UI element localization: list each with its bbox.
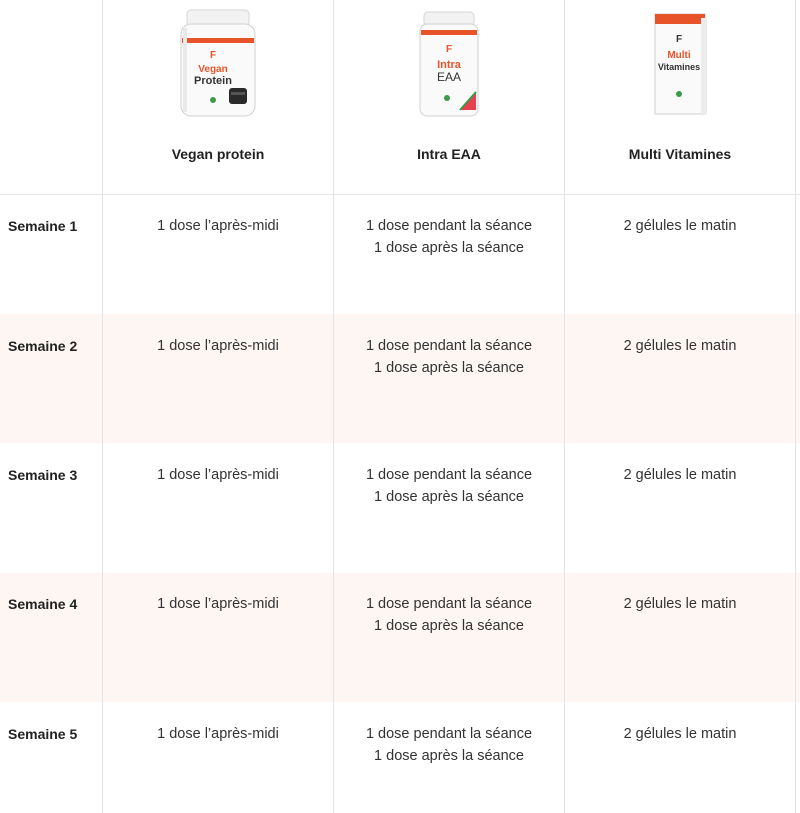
svg-text:Vegan: Vegan [198, 64, 228, 75]
vegan-dose-4: 1 dose l’après-midi [157, 596, 279, 612]
vegan-dose-3: 1 dose l’après-midi [157, 467, 279, 483]
multi-dose-3: 2 gélules le matin [623, 467, 737, 483]
svg-text:EAA: EAA [436, 70, 462, 84]
eaa-dose-4: 1 dose pendant la séance 1 dose après la séance [365, 596, 533, 634]
eaa-dose-3: 1 dose pendant la séance 1 dose après la séance [365, 467, 533, 505]
vegan-dose-2: 1 dose l’après-midi [157, 338, 279, 354]
svg-text:F: F [445, 44, 453, 55]
product-header-multi [565, 0, 795, 194]
vegan-dose-1: 1 dose l’après-midi [157, 218, 279, 234]
eaa-dose-1: 1 dose pendant la séance 1 dose après la séance [365, 218, 533, 256]
col-divider-4 [795, 0, 796, 813]
svg-text:F: F [209, 50, 217, 61]
multi-dose-5: 2 gélules le matin [623, 726, 737, 742]
multi-dose-2: 2 gélules le matin [623, 338, 737, 354]
vegan-dose-5: 1 dose l’après-midi [157, 726, 279, 742]
eaa-dose-2: 1 dose pendant la séance 1 dose après la séance [365, 338, 533, 376]
week-label-3: Semaine 3 [8, 467, 78, 483]
multi-dose-4: 2 gélules le matin [623, 596, 737, 612]
svg-text:Intra: Intra [437, 59, 461, 71]
header-divider [0, 194, 800, 195]
multi-vitamines-box-image [645, 8, 715, 120]
week-label-1: Semaine 1 [8, 218, 78, 234]
product-header-eaa [334, 0, 564, 194]
week-label-2: Semaine 2 [8, 338, 78, 354]
intra-eaa-tub-image [414, 8, 484, 120]
svg-text:Protein: Protein [194, 75, 232, 87]
svg-text:Multi: Multi [667, 50, 691, 61]
vegan-protein-tub-image [173, 8, 263, 120]
product-name-multi: Multi Vitamines [628, 146, 732, 162]
week-label-4: Semaine 4 [8, 596, 78, 612]
product-name-vegan: Vegan protein [171, 146, 265, 162]
product-header-vegan [103, 0, 333, 194]
svg-text:F: F [675, 34, 683, 45]
multi-dose-1: 2 gélules le matin [623, 218, 737, 234]
svg-text:Vitamines: Vitamines [657, 62, 701, 72]
product-name-eaa: Intra EAA [417, 146, 481, 162]
eaa-dose-5: 1 dose pendant la séance 1 dose après la séance [365, 726, 533, 764]
week-label-5: Semaine 5 [8, 726, 78, 742]
